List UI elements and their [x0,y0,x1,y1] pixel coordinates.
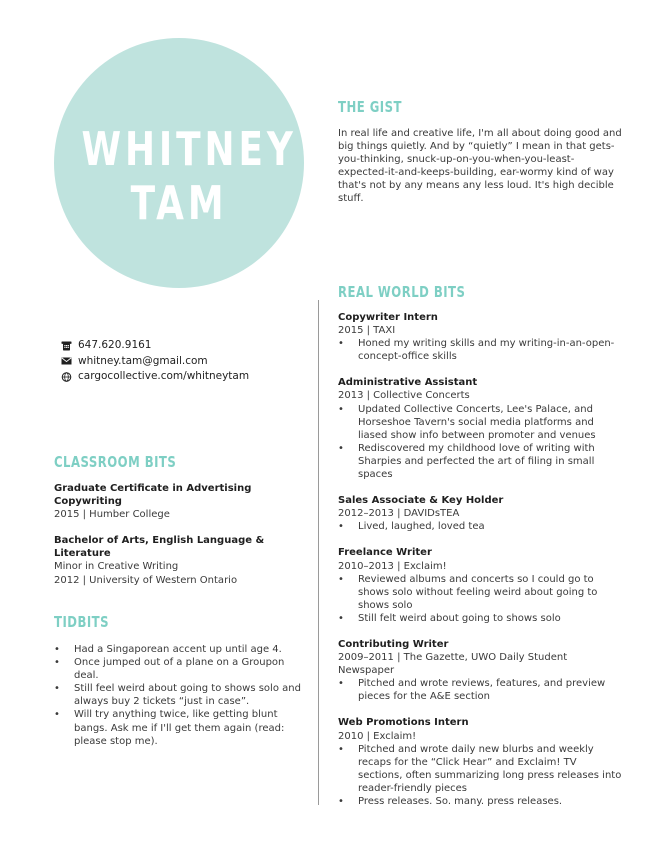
job-bullet: • Pitched and wrote daily new blurbs and weekly recaps for the “Click Hear” and Exclaim! TV sections, often summarizing long press releases into reader-friendly pieces [338,743,623,795]
job-entry [338,546,623,625]
edu-detail: 2015 | Humber College [54,509,170,521]
contact-phone [61,338,249,354]
phone-number[interactable]: 647.620.9161 [78,339,152,351]
job-bullet: • Lived, laughed, loved tea [338,520,623,533]
column-divider [318,300,319,805]
edu-title: Bachelor of Arts, English Language & Literature [54,535,265,560]
job-bullet: • Reviewed albums and concerts so I could go to shows solo without feeling weird about going to shows solo [338,573,623,612]
job-entry [338,311,623,363]
tidbits-heading: TIDBITS [54,613,110,631]
contact-block [61,338,249,385]
tidbit-item: • Once jumped out of a plane on a Groupon deal. [54,656,306,682]
edu-item [54,534,314,586]
job-bullet: • Honed my writing skills and my writing-in-an-open-concept-office skills [338,337,623,363]
gist-body: In real life and creative life, I'm all about doing good and big things quietly. And by “quietly” I mean in that gets-you-thinking, snuck-up-on-you-when-you-least-expected-it-and-keeps-building, ear-wormy kind of way that's not by any means any less loud. It's high decible stuff. [338,128,622,205]
job-title: Sales Associate & Key Holder [338,495,504,507]
tidbit-item: • Will try anything twice, like getting blunt bangs. Ask me if I'll get them again (read: please stop me). [54,708,306,747]
job-entry [338,638,623,703]
phone-icon [61,341,72,351]
tidbits-list [54,643,306,748]
job-title: Copywriter Intern [338,312,438,323]
gist-heading: THE GIST [338,98,402,116]
email-address[interactable]: whitney.tam@gmail.com [78,354,208,367]
edu-title: Graduate Certificate in Advertising Copywriting [54,483,252,508]
job-bullet: • Rediscovered my childhood love of writing with Sharpies and perfected the art of filing in small spaces [338,442,623,481]
tidbit-item: • Had a Singaporean accent up until age 4. [54,643,306,656]
job-bullet: • Still felt weird about going to shows solo [338,612,623,625]
job-meta: 2015 | TAXI [338,325,396,337]
job-meta: 2012–2013 | DAVIDsTEA [338,508,460,520]
classroom-heading: CLASSROOM BITS [54,453,177,471]
job-bullet: • Press releases. So. many. press releases. [338,795,623,808]
globe-icon [61,372,72,382]
job-bullet: • Pitched and wrote reviews, features, and preview pieces for the A&E section [338,677,623,703]
edu-detail: 2012 | University of Western Ontario [54,574,238,586]
contact-email [61,354,249,370]
job-entry [338,376,623,481]
job-meta: 2009–2011 | The Gazette, UWO Daily Student Newspaper [338,652,568,677]
job-title: Contributing Writer [338,638,449,650]
job-title: Administrative Assistant [338,377,478,389]
job-bullet: • Updated Collective Concerts, Lee's Palace, and Horseshoe Tavern's social media platforms and liased show info between promoter and venues [338,403,623,442]
job-title: Freelance Writer [338,547,432,559]
job-title: Web Promotions Intern [338,717,469,729]
job-meta: 2013 | Collective Concerts [338,390,470,402]
job-entry [338,494,623,533]
website-link[interactable]: cargocollective.com/whitneytam [78,370,250,382]
name-title [81,122,297,230]
contact-website [61,369,249,385]
job-list [338,311,623,821]
tidbit-item: • Still feel weird about going to shows solo and always buy 2 tickets “just in case”. [54,682,306,708]
name-line-first: WHITNEY [81,122,297,176]
envelope-icon [61,356,72,366]
edu-detail: Minor in Creative Writing [54,561,179,573]
edu-item [54,482,314,521]
job-meta: 2010–2013 | Exclaim! [338,560,447,572]
real-world-heading: REAL WORLD BITS [338,283,466,301]
name-line-last: TAM [130,176,228,230]
job-entry [338,716,623,808]
job-meta: 2010 | Exclaim! [338,730,417,742]
classroom-list [54,482,314,600]
